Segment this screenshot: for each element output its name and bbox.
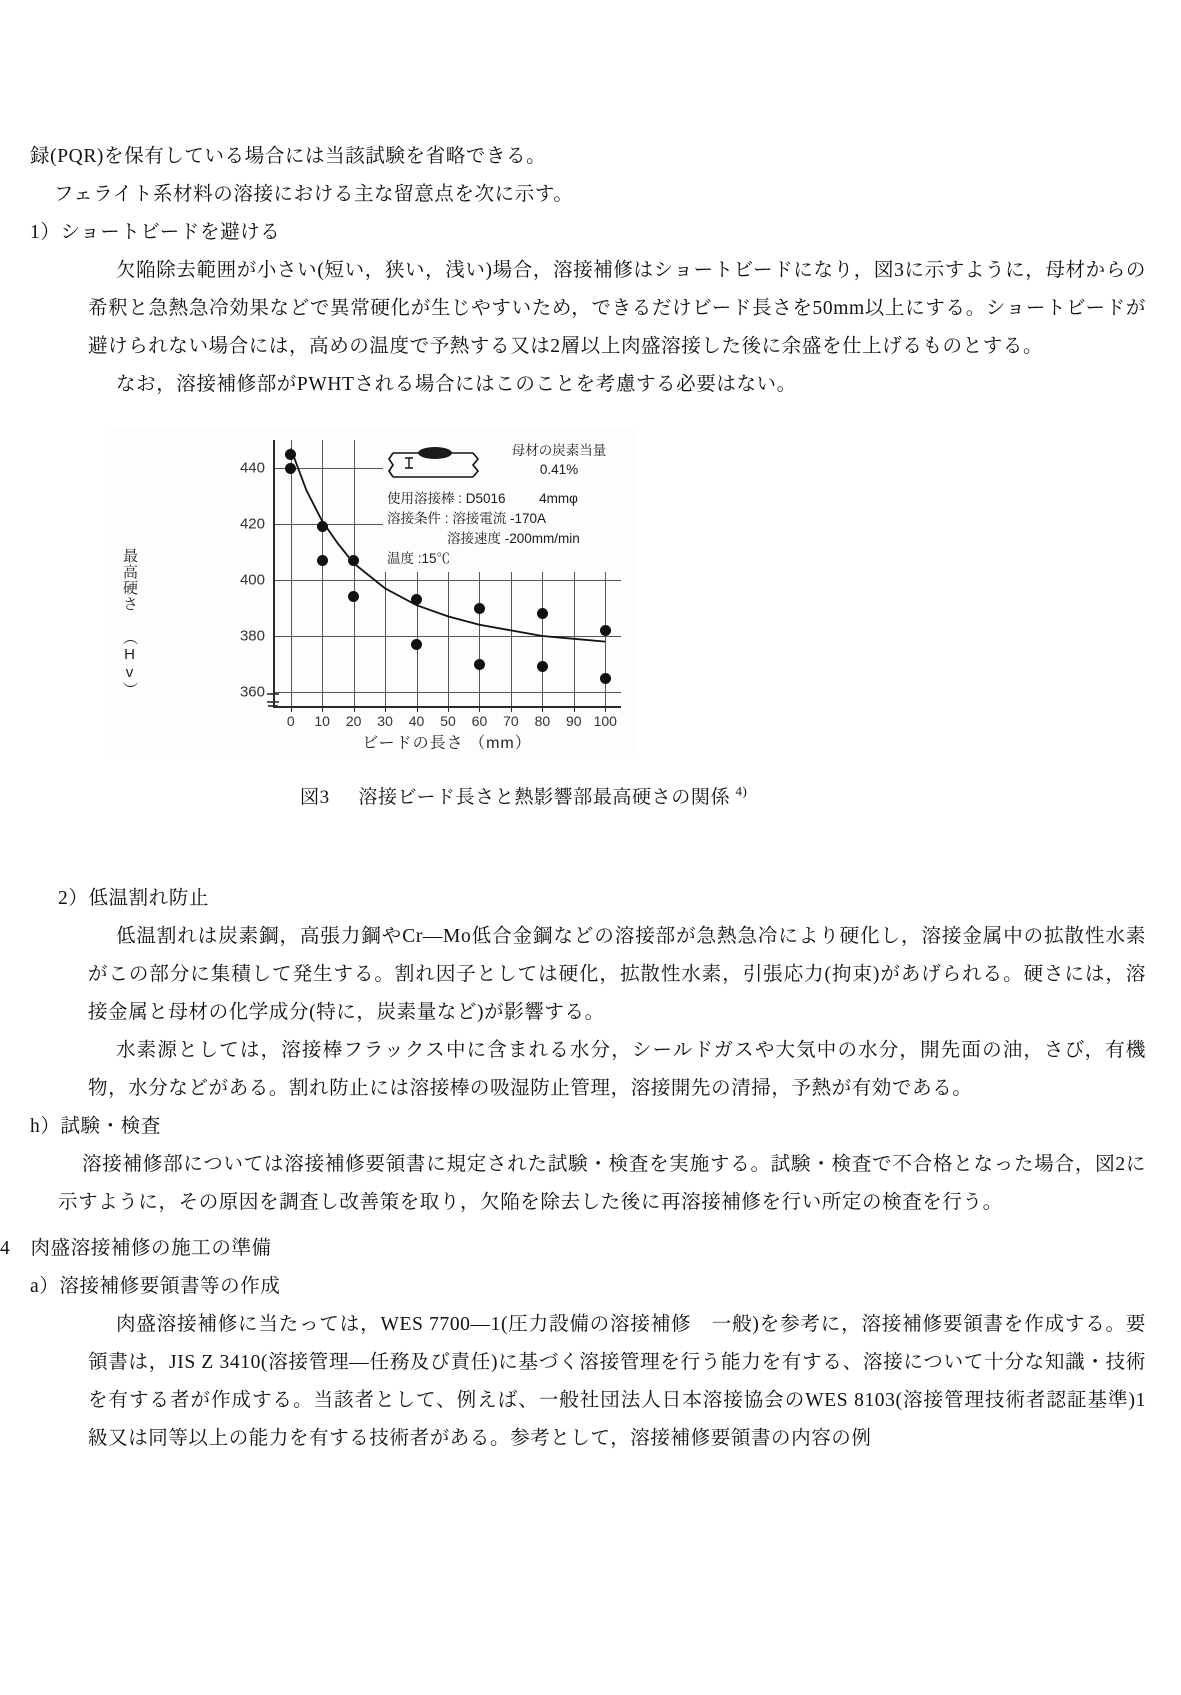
middle-text-block	[0, 880, 1181, 1222]
top-text-block	[0, 138, 1181, 404]
data-point	[285, 449, 296, 460]
heading-item-1: 1）ショートビードを避ける	[30, 222, 281, 243]
legend-condition-row-2: 溶接速度 -200mm/min	[447, 531, 580, 546]
y-axis-title: 最高硬さ （Hv）	[121, 548, 138, 698]
figure-caption-reference: 4)	[735, 783, 748, 799]
bottom-text-block	[0, 1230, 1181, 1458]
x-tick-mark	[322, 706, 323, 712]
x-tick-mark	[354, 706, 355, 712]
x-tick-label: 90	[566, 713, 582, 729]
x-tick-mark	[417, 706, 418, 712]
figure-caption	[0, 782, 1181, 809]
data-point	[317, 521, 328, 532]
heading-section-4: 4 肉盛溶接補修の施工の準備	[0, 1238, 272, 1259]
data-point	[600, 625, 611, 636]
paragraph-item-a-body: 肉盛溶接補修に当たっては，WES 7700—1(圧力設備の溶接補修 一般)を参考に，溶接補修要領書を作成する。要領書は，JIS Z 3410(溶接管理―任務及び責任)に基づく溶接管理を行う能力を有する、溶接について十分な知識・技術を有する者が作成する。当該者として、例えば、一般社団法人日本溶接協会のWES 8103(溶接管理技術者認証基準)1級又は同等以上の能力を有する技術者がある。参考として，溶接補修要領書の内容の例	[88, 1314, 1146, 1449]
data-point	[285, 463, 296, 474]
figure-3	[105, 428, 640, 753]
data-point	[600, 673, 611, 684]
weld-bead-sketch-icon	[387, 443, 483, 489]
x-tick-label: 100	[593, 713, 617, 729]
legend-ce-label: 母材の炭素当量	[511, 443, 607, 458]
paragraph-item-1-body: 欠陥除去範囲が小さい(短い，狭い，浅い)場合，溶接補修はショートビードになり，図3に示すように，母材からの希釈と急熱急冷効果などで異常硬化が生じやすいため，できるだけビード長さを50mm以上にする。ショートビードが避けられない場合には，高めの温度で予熱する又は2層以上肉盛溶接した後に余盛を仕上げるものとする。	[88, 260, 1146, 357]
paragraph-continuation-line: 録(PQR)を保有している場合には当該試験を省略できる。	[30, 146, 547, 167]
data-point	[474, 603, 485, 614]
data-point	[474, 659, 485, 670]
legend-temperature-row: 温度 :15℃	[387, 551, 451, 566]
legend-carbon-equivalent	[489, 440, 629, 479]
x-tick-mark	[448, 706, 449, 712]
x-tick-mark	[605, 706, 606, 712]
y-tick-label: 420	[239, 515, 265, 533]
paragraph-ferrite-intro: フェライト系材料の溶接における主な留意点を次に示す。	[54, 184, 574, 205]
paragraph-item-2-hydrogen: 水素源としては，溶接棒フラックス中に含まれる水分，シールドガスや大気中の水分，開先面の油，さび，有機物，水分などがある。割れ防止には溶接棒の吸湿防止管理，溶接開先の清掃，予熱が有効である。	[88, 1040, 1146, 1099]
y-tick-label: 400	[239, 571, 265, 589]
x-tick-label: 10	[314, 713, 330, 729]
x-tick-label: 80	[534, 713, 551, 729]
x-tick-mark	[385, 706, 386, 712]
paragraph-item-1-note: なお，溶接補修部がPWHTされる場合にはこのことを考慮する必要はない。	[116, 374, 797, 395]
y-tick-label: 440	[239, 459, 265, 477]
legend-condition-row: 溶接条件 : 溶接電流 -170A	[387, 511, 547, 526]
chart-area	[105, 428, 637, 753]
heading-item-a: a）溶接補修要領書等の作成	[30, 1276, 281, 1297]
data-point	[348, 555, 359, 566]
legend-ce-value: 0.41%	[539, 462, 579, 477]
x-tick-mark	[291, 706, 292, 712]
x-tick-label: 0	[286, 713, 295, 729]
x-tick-mark	[542, 706, 543, 712]
y-tick-label: 380	[239, 627, 265, 645]
paragraph-item-h-body: 溶接補修部については溶接補修要領書に規定された試験・検査を実施する。試験・検査で不合格となった場合，図2に示すように，その原因を調査し改善策を取り，欠陥を除去した後に再溶接補修を行い所定の検査を行う。	[58, 1154, 1146, 1213]
heading-item-h: h）試験・検査	[30, 1116, 161, 1137]
x-tick-label: 30	[377, 713, 393, 729]
x-tick-label: 70	[503, 713, 519, 729]
data-point	[411, 639, 422, 650]
legend-electrode-diameter: 4mmφ	[539, 491, 578, 506]
figure-caption-text: 溶接ビード長さと熱影響部最高硬さの関係	[358, 787, 731, 808]
x-tick-mark	[574, 706, 575, 712]
paragraph-item-2-body: 低温割れは炭素鋼，高張力鋼やCr—Mo低合金鋼などの溶接部が急熱急冷により硬化し，溶接金属中の拡散性水素がこの部分に集積して発生する。割れ因子としては硬化，拡散性水素，引張応力(拘束)があげられる。硬さには，溶接金属と母材の化学成分(特に，炭素量など)が影響する。	[88, 926, 1146, 1023]
figure-caption-number: 図3	[300, 787, 330, 808]
x-tick-mark	[511, 706, 512, 712]
x-tick-label: 50	[440, 713, 456, 729]
x-tick-label: 60	[471, 713, 488, 729]
chart-legend	[383, 436, 631, 572]
legend-electrode-row	[387, 489, 629, 509]
x-tick-label: 20	[345, 713, 362, 729]
x-axis-title: ビードの長さ （mm）	[362, 735, 532, 752]
heading-item-2: 2）低温割れ防止	[58, 888, 210, 909]
data-point	[317, 555, 328, 566]
data-point	[537, 608, 548, 619]
x-tick-mark	[479, 706, 480, 712]
y-tick-label: 360	[239, 683, 265, 701]
x-tick-label: 40	[408, 713, 425, 729]
legend-sketch-row	[387, 440, 629, 489]
legend-electrode-label: 使用溶接棒 : D5016	[387, 491, 506, 506]
